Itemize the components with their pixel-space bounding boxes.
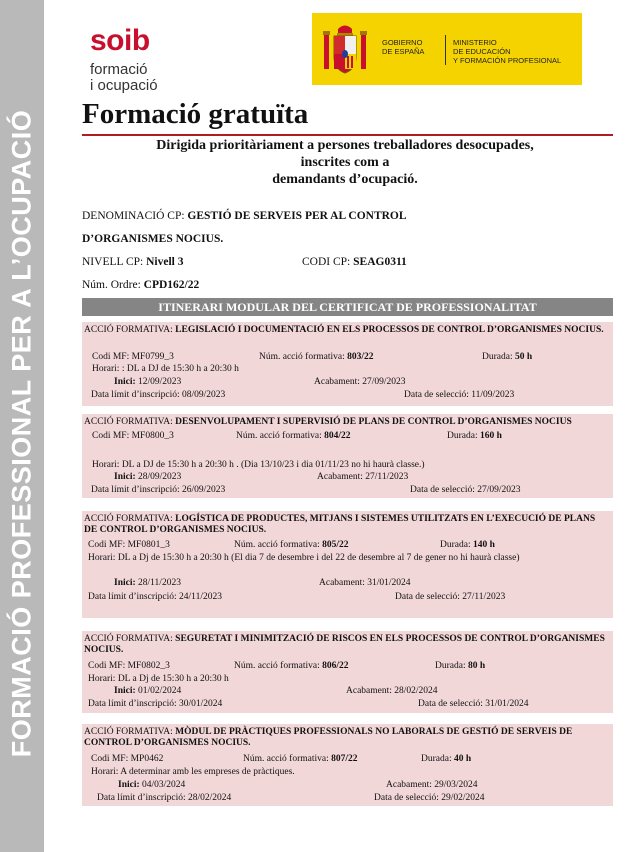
- module-limit: [97, 793, 231, 804]
- gov-text-line: DE ESPAÑA: [382, 47, 425, 56]
- codi-value: MF0800_3: [131, 431, 174, 441]
- module-title: [84, 634, 609, 656]
- subtitle-line: inscrites com a: [300, 155, 390, 170]
- inici-value: 01/02/2024: [138, 686, 182, 696]
- limit-label: Data límit d’inscripció:: [91, 485, 180, 495]
- limit-value: 26/09/2023: [182, 485, 226, 495]
- module-acabament: [346, 686, 438, 697]
- inici-label: Inici:: [114, 578, 136, 588]
- acabament-value: 27/11/2023: [365, 472, 409, 482]
- gov-text-line: GOBIERNO: [382, 38, 423, 47]
- spain-coat-of-arms-icon: [322, 21, 368, 77]
- module-accio: [243, 754, 358, 765]
- limit-label: Data límit d’inscripció:: [97, 793, 186, 803]
- module-label: ACCIÓ FORMATIVA:: [84, 727, 173, 737]
- seleccio-label: Data de selecció:: [395, 592, 460, 602]
- module-seleccio: [418, 699, 529, 710]
- gov-divider: [445, 35, 446, 65]
- limit-value: 28/02/2024: [188, 793, 232, 803]
- side-banner: [0, 0, 44, 852]
- module-inici: [118, 780, 185, 791]
- inici-value: 12/09/2023: [138, 377, 182, 387]
- ministry-text-line: DE EDUCACIÓN: [453, 47, 511, 56]
- module-card: [82, 724, 613, 806]
- acabament-label: Acabament:: [346, 686, 392, 696]
- durada-label: Durada:: [482, 352, 513, 362]
- soib-logo-word: soib: [90, 24, 150, 57]
- module-acabament: [386, 780, 478, 791]
- module-acabament: [317, 472, 408, 483]
- accio-label: Núm. acció formativa:: [243, 754, 329, 764]
- accio-value: 805/22: [322, 540, 349, 550]
- horari-label: Horari:: [88, 674, 116, 684]
- codi-label: Codi MF:: [88, 661, 126, 671]
- limit-value: 08/09/2023: [182, 390, 226, 400]
- seleccio-value: 11/09/2023: [471, 390, 515, 400]
- module-durada: [447, 431, 502, 442]
- horari-value: DL a DJ de 15:30 h a 20:30 h . (Dia 13/10/23 i dia 01/11/23 no hi haurà classe.): [121, 460, 425, 470]
- module-horari: [88, 674, 229, 685]
- module-acabament: [314, 377, 406, 388]
- module-accio: [234, 540, 349, 551]
- inici-value: 04/03/2024: [142, 780, 186, 790]
- module-durada: [440, 540, 495, 551]
- module-codi: [91, 754, 163, 765]
- denominacio-value-cont: D’ORGANISMES NOCIUS.: [82, 233, 224, 245]
- codi-value: MF0802_3: [127, 661, 170, 671]
- codi-cp-value: SEAG0311: [353, 256, 407, 268]
- accio-label: Núm. acció formativa:: [234, 661, 320, 671]
- durada-label: Durada:: [440, 540, 471, 550]
- module-horari: [88, 553, 603, 564]
- module-durada: [482, 352, 532, 363]
- durada-value: 140 h: [472, 540, 495, 550]
- inici-value: 28/09/2023: [138, 472, 182, 482]
- module-title: [84, 417, 572, 428]
- module-seleccio: [374, 793, 485, 804]
- limit-label: Data límit d’inscripció:: [88, 592, 177, 602]
- inici-label: Inici:: [118, 780, 140, 790]
- module-label: ACCIÓ FORMATIVA:: [84, 325, 173, 335]
- horari-label: Horari:: [92, 460, 120, 470]
- soib-logo-subtitle: [90, 62, 158, 94]
- itinerari-heading: ITINERARI MODULAR DEL CERTIFICAT DE PROFESSIONALITAT: [82, 298, 613, 316]
- seleccio-label: Data de selecció:: [410, 485, 475, 495]
- module-limit: [91, 485, 225, 496]
- denominacio-label: DENOMINACIÓ CP:: [82, 210, 185, 222]
- soib-logo: [62, 10, 167, 108]
- module-title: [84, 514, 609, 536]
- horari-value: A determinar amb les empreses de pràctiques.: [120, 767, 295, 777]
- gov-text-block: [382, 38, 424, 56]
- accio-value: 806/22: [322, 661, 349, 671]
- seleccio-value: 29/02/2024: [441, 793, 485, 803]
- module-inici: [114, 578, 181, 589]
- module-horari: [92, 364, 239, 375]
- durada-label: Durada:: [421, 754, 452, 764]
- horari-label: Horari:: [91, 767, 119, 777]
- codi-label: Codi MF:: [88, 540, 126, 550]
- seleccio-value: 31/01/2024: [485, 699, 529, 709]
- nivell-field: [82, 255, 183, 269]
- acabament-label: Acabament:: [317, 472, 363, 482]
- horari-label: Horari:: [88, 553, 116, 563]
- module-title: [84, 325, 604, 336]
- ministry-logo: [312, 13, 582, 85]
- seleccio-value: 27/09/2023: [477, 485, 521, 495]
- horari-label: Horari:: [92, 364, 120, 374]
- module-label: ACCIÓ FORMATIVA:: [84, 634, 173, 644]
- seleccio-label: Data de selecció:: [418, 699, 483, 709]
- accio-value: 807/22: [331, 754, 358, 764]
- accio-label: Núm. acció formativa:: [234, 540, 320, 550]
- subtitle-line: demandants d’ocupació.: [272, 172, 418, 187]
- accio-label: Núm. acció formativa:: [259, 352, 345, 362]
- module-inici: [114, 472, 181, 483]
- module-durada: [435, 661, 485, 672]
- module-codi: [92, 352, 174, 363]
- durada-value: 160 h: [479, 431, 502, 441]
- soib-logo-sub2: i ocupació: [90, 77, 158, 94]
- codi-value: MF0801_3: [127, 540, 170, 550]
- module-horari: [91, 767, 295, 778]
- durada-label: Durada:: [447, 431, 478, 441]
- ordre-field: [82, 278, 199, 292]
- acabament-label: Acabament:: [386, 780, 432, 790]
- module-limit: [88, 592, 222, 603]
- module-durada: [421, 754, 471, 765]
- acabament-label: Acabament:: [319, 578, 365, 588]
- module-accio: [259, 352, 374, 363]
- ministry-text-block: [453, 38, 561, 65]
- denominacio-field-cont: [82, 232, 223, 246]
- accio-label: Núm. acció formativa:: [236, 431, 322, 441]
- denominacio-field: [82, 209, 407, 223]
- module-label: ACCIÓ FORMATIVA:: [84, 417, 173, 427]
- limit-label: Data límit d’inscripció:: [91, 390, 180, 400]
- limit-value: 30/01/2024: [179, 699, 223, 709]
- module-limit: [88, 699, 222, 710]
- soib-logo-sub1: formació: [90, 61, 148, 78]
- nivell-value: Nivell 3: [146, 256, 184, 268]
- durada-value: 40 h: [453, 754, 472, 764]
- horari-value: DL a Dj de 15:30 h a 20:30 h (El dia 7 de desembre i del 22 de desembre al 7 de gener no hi haurà classe): [117, 553, 520, 563]
- module-limit: [91, 390, 225, 401]
- acabament-value: 27/09/2023: [362, 377, 406, 387]
- denominacio-value: GESTIÓ DE SERVEIS PER AL CONTROL: [187, 210, 407, 222]
- acabament-label: Acabament:: [314, 377, 360, 387]
- module-card: [82, 322, 613, 406]
- module-name: LOGÍSTICA DE PRODUCTES, MITJANS I SISTEMES UTILITZATS EN L’EXECUCIÓ DE PLANS DE CONTROL D’ORGANISMES NOCIUS.: [84, 514, 596, 535]
- page-subtitle: [100, 137, 590, 188]
- subtitle-line: Dirigida prioritàriament a persones treballadores desocupades,: [156, 138, 534, 153]
- codi-cp-field: [302, 255, 407, 269]
- module-seleccio: [410, 485, 521, 496]
- side-banner-text: FORMACIÓ PROFESSIONAL PER A L’OCUPACIÓ: [6, 109, 37, 758]
- module-name: DESENVOLUPAMENT I SUPERVISIÓ DE PLANS DE CONTROL D’ORGANISMES NOCIUS: [175, 417, 572, 427]
- ordre-value: CPD162/22: [143, 279, 200, 291]
- codi-label: Codi MF:: [92, 431, 130, 441]
- module-card: [82, 631, 613, 713]
- module-title: [84, 727, 609, 749]
- module-seleccio: [404, 390, 514, 401]
- horari-value: DL a Dj de 15:30 h a 20:30 h: [117, 674, 229, 684]
- ordre-label: Núm. Ordre:: [82, 279, 141, 291]
- codi-value: MF0799_3: [131, 352, 174, 362]
- module-accio: [234, 661, 349, 672]
- inici-value: 28/11/2023: [138, 578, 181, 588]
- acabament-value: 31/01/2024: [367, 578, 411, 588]
- module-acabament: [319, 578, 411, 589]
- acabament-value: 28/02/2024: [394, 686, 438, 696]
- nivell-label: NIVELL CP:: [82, 256, 144, 268]
- limit-value: 24/11/2023: [179, 592, 222, 602]
- codi-label: Codi MF:: [91, 754, 129, 764]
- codi-cp-label: CODI CP:: [302, 256, 351, 268]
- page-title: Formació gratuïta: [82, 98, 309, 130]
- ministry-text-line: MINISTERIO: [453, 38, 497, 47]
- inici-label: Inici:: [114, 377, 136, 387]
- module-seleccio: [395, 592, 505, 603]
- accio-value: 804/22: [324, 431, 351, 441]
- durada-label: Durada:: [435, 661, 466, 671]
- module-horari: [92, 460, 425, 471]
- module-codi: [88, 540, 170, 551]
- codi-label: Codi MF:: [92, 352, 130, 362]
- seleccio-label: Data de selecció:: [374, 793, 439, 803]
- seleccio-value: 27/11/2023: [462, 592, 506, 602]
- module-inici: [114, 377, 181, 388]
- durada-value: 50 h: [514, 352, 533, 362]
- codi-value: MP0462: [130, 754, 164, 764]
- module-name: LEGISLACIÓ I DOCUMENTACIÓ EN ELS PROCESSOS DE CONTROL D’ORGANISMES NOCIUS.: [175, 325, 604, 335]
- horari-value: : DL a DJ de 15:30 h a 20:30 h: [121, 364, 239, 374]
- ministry-text-line: Y FORMACIÓN PROFESIONAL: [453, 56, 562, 65]
- module-name: SEGURETAT I MINIMITZACIÓ DE RISCOS EN ELS PROCESSOS DE CONTROL D’ORGANISMES NOCIUS.: [84, 634, 605, 655]
- module-codi: [92, 431, 174, 442]
- accio-value: 803/22: [347, 352, 374, 362]
- module-codi: [88, 661, 170, 672]
- title-divider: [82, 134, 613, 136]
- module-inici: [114, 686, 181, 697]
- durada-value: 80 h: [467, 661, 486, 671]
- inici-label: Inici:: [114, 686, 136, 696]
- seleccio-label: Data de selecció:: [404, 390, 469, 400]
- module-card: [82, 511, 613, 618]
- inici-label: Inici:: [114, 472, 136, 482]
- module-name: MÒDUL DE PRÀCTIQUES PROFESSIONALS NO LABORALS DE GESTIÓ DE SERVEIS DE CONTROL D’ORGANISMES NOCIUS.: [84, 727, 573, 748]
- module-label: ACCIÓ FORMATIVA:: [84, 514, 173, 524]
- limit-label: Data límit d’inscripció:: [88, 699, 177, 709]
- acabament-value: 29/03/2024: [434, 780, 478, 790]
- module-card: [82, 414, 613, 498]
- module-accio: [236, 431, 351, 442]
